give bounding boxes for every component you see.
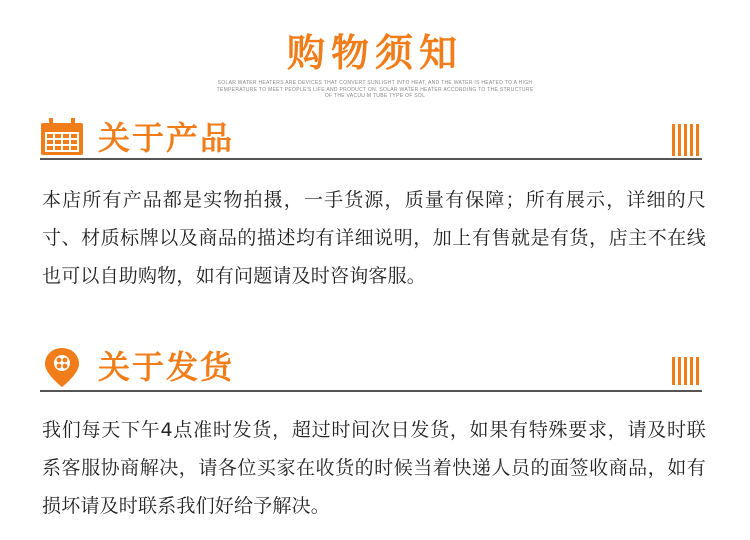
- page-title: 购物须知: [286, 31, 463, 75]
- section-shipping-title: 关于发货: [98, 348, 235, 386]
- section-product-header: [40, 118, 702, 158]
- section-product-body: 本店所有产品都是实物拍摄，一手货源，质量有保障；所有展示，详细的尺寸、材质标牌以及商品的描述均有详细说明，加上有售就是有货，店主不在线也可以自助购物，如有问题请及时咨询客服。: [42, 189, 706, 287]
- section-product-title: 关于产品: [98, 119, 235, 157]
- calendar-icon: [40, 118, 84, 160]
- section-shipping-header: [40, 347, 702, 387]
- fine-print-subtitle: SOLAR WATER HEATERS ARE DEVICES THAT CONVERT SUNLIGHT INTO HEAT, AND THE WATER IS HEATED TO A HIGH TEMPERATURE TO MEET PEOPLE'S LIFE AND PRODUCT ON. SOLAR WATER HEATER ACCORDING TO THE STRUCTURE OF THE VACUU M TUBE TYPE OF SOL: [216, 80, 534, 99]
- section-shipping-divider: [40, 390, 702, 392]
- section-shipping-body: 我们每天下午4点准时发货，超过时间次日发货，如果有特殊要求，请及时联系客服协商解决，请各位买家在收货的时候当着快递人员的面签收商品，如有损坏请及时联系我们好给予解决。: [42, 419, 706, 517]
- decorative-bars-icon: [672, 351, 702, 389]
- decorative-bars-icon: [672, 122, 702, 160]
- location-pin-icon: [40, 347, 84, 391]
- section-product-divider: [40, 158, 702, 160]
